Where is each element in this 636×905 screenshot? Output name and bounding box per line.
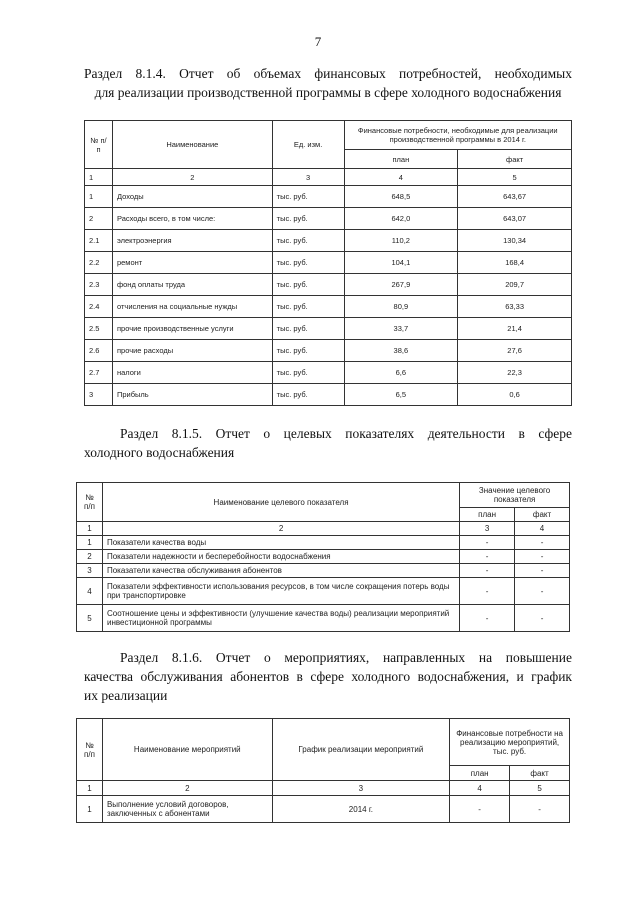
row-unit: тыс. руб.	[272, 274, 344, 296]
row-fact: -	[515, 605, 570, 632]
row-plan: 648,5	[344, 186, 458, 208]
row-schedule: 2014 г.	[272, 796, 450, 823]
col-number: 1	[85, 169, 113, 186]
header-schedule: График реализации мероприятий	[272, 719, 450, 781]
row-name: Соотношение цены и эффективности (улучшение качества воды) реализации мероприятий инвестиционной программы	[102, 605, 459, 632]
row-fact: 21,4	[458, 318, 572, 340]
row-plan: 38,6	[344, 340, 458, 362]
header-financial-needs: Финансовые потребности на реализацию мероприятий, тыс. руб.	[450, 719, 570, 766]
header-indicator-value: Значение целевого показателя	[460, 483, 570, 508]
row-unit: тыс. руб.	[272, 362, 344, 384]
col-number: 3	[272, 781, 450, 796]
col-number: 3	[460, 522, 515, 536]
col-number: 2	[102, 781, 272, 796]
row-plan: -	[460, 550, 515, 564]
row-fact: -	[515, 578, 570, 605]
column-number-row	[85, 169, 572, 186]
table-row	[85, 230, 572, 252]
header-plan: план	[460, 508, 515, 522]
col-number: 2	[112, 169, 272, 186]
row-num: 2.3	[85, 274, 113, 296]
row-num: 3	[77, 564, 103, 578]
section-8-1-6-heading	[84, 648, 572, 705]
row-num: 4	[77, 578, 103, 605]
table-row	[77, 578, 570, 605]
section-8-1-6-line1: Раздел 8.1.6. Отчет о мероприятиях, направленных на повышение	[120, 650, 572, 665]
row-plan: 6,5	[344, 384, 458, 406]
col-number: 1	[77, 522, 103, 536]
target-indicators-table	[76, 482, 570, 632]
header-fact: факт	[458, 150, 572, 169]
table-row	[85, 186, 572, 208]
header-indicator-name: Наименование целевого показателя	[102, 483, 459, 522]
header-unit: Ед. изм.	[272, 121, 344, 169]
row-num: 2.1	[85, 230, 113, 252]
row-fact: 27,6	[458, 340, 572, 362]
section-8-1-5-heading	[84, 424, 572, 462]
row-plan: -	[460, 578, 515, 605]
section-8-1-5-line2: холодного водоснабжения	[84, 445, 235, 460]
row-plan: -	[460, 536, 515, 550]
row-num: 2	[85, 208, 113, 230]
row-plan: 104,1	[344, 252, 458, 274]
column-number-row	[77, 522, 570, 536]
financial-needs-table	[84, 120, 572, 406]
col-number: 5	[510, 781, 570, 796]
table-row	[85, 252, 572, 274]
row-name: налоги	[112, 362, 272, 384]
row-plan: 6,6	[344, 362, 458, 384]
header-plan: план	[344, 150, 458, 169]
row-fact: 168,4	[458, 252, 572, 274]
header-name: Наименование	[112, 121, 272, 169]
row-unit: тыс. руб.	[272, 186, 344, 208]
row-num: 5	[77, 605, 103, 632]
row-num: 2.6	[85, 340, 113, 362]
col-number: 2	[102, 522, 459, 536]
header-num: № п/п	[77, 719, 103, 781]
row-name: Показатели качества обслуживания абонентов	[102, 564, 459, 578]
row-unit: тыс. руб.	[272, 208, 344, 230]
col-number: 1	[77, 781, 103, 796]
row-plan: 110,2	[344, 230, 458, 252]
row-name: Доходы	[112, 186, 272, 208]
row-fact: 209,7	[458, 274, 572, 296]
row-fact: 130,34	[458, 230, 572, 252]
row-plan: -	[450, 796, 510, 823]
row-name: Прибыль	[112, 384, 272, 406]
row-num: 2.4	[85, 296, 113, 318]
row-num: 3	[85, 384, 113, 406]
row-plan: 642,0	[344, 208, 458, 230]
section-8-1-6-line3: их реализации	[84, 688, 168, 703]
row-fact: -	[515, 536, 570, 550]
row-fact: 63,33	[458, 296, 572, 318]
row-num: 2	[77, 550, 103, 564]
page-number: 7	[314, 34, 322, 49]
table-row	[77, 550, 570, 564]
row-unit: тыс. руб.	[272, 384, 344, 406]
row-name: Выполнение условий договоров, заключенных с абонентами	[102, 796, 272, 823]
row-unit: тыс. руб.	[272, 230, 344, 252]
table-row	[85, 296, 572, 318]
header-fact: факт	[510, 766, 570, 781]
row-unit: тыс. руб.	[272, 340, 344, 362]
table-row	[85, 384, 572, 406]
row-num: 1	[77, 796, 103, 823]
row-fact: -	[515, 564, 570, 578]
row-plan: -	[460, 605, 515, 632]
table-row	[85, 208, 572, 230]
row-num: 2.5	[85, 318, 113, 340]
col-number: 4	[515, 522, 570, 536]
header-fact: факт	[515, 508, 570, 522]
header-num: № п/п	[85, 121, 113, 169]
col-number: 4	[344, 169, 458, 186]
table-row	[85, 318, 572, 340]
section-8-1-4-line1: Раздел 8.1.4. Отчет об объемах финансовых потребностей, необходимых	[84, 66, 572, 81]
row-name: Показатели эффективности использования ресурсов, в том числе сокращения потерь воды при транспортировке	[102, 578, 459, 605]
table-row	[77, 796, 570, 823]
row-name: электроэнергия	[112, 230, 272, 252]
row-name: Показатели качества воды	[102, 536, 459, 550]
table-row	[77, 564, 570, 578]
row-plan: 80,9	[344, 296, 458, 318]
row-plan: -	[460, 564, 515, 578]
row-fact: 643,67	[458, 186, 572, 208]
section-8-1-4-heading	[84, 64, 572, 102]
table-row	[77, 605, 570, 632]
row-name: прочие производственные услуги	[112, 318, 272, 340]
table-row	[77, 536, 570, 550]
header-financial-needs: Финансовые потребности, необходимые для реализации производственной программы в 2014 г.	[344, 121, 572, 150]
table-row	[85, 362, 572, 384]
column-number-row	[77, 781, 570, 796]
row-name: отчисления на социальные нужды	[112, 296, 272, 318]
row-name: Показатели надежности и бесперебойности водоснабжения	[102, 550, 459, 564]
row-num: 2.2	[85, 252, 113, 274]
row-unit: тыс. руб.	[272, 252, 344, 274]
row-num: 2.7	[85, 362, 113, 384]
service-measures-table	[76, 718, 570, 823]
row-name: ремонт	[112, 252, 272, 274]
row-plan: 267,9	[344, 274, 458, 296]
row-unit: тыс. руб.	[272, 318, 344, 340]
table-row	[85, 274, 572, 296]
section-8-1-5-line1: Раздел 8.1.5. Отчет о целевых показателях деятельности в сфере	[120, 426, 572, 441]
row-fact: 0,6	[458, 384, 572, 406]
col-number: 4	[450, 781, 510, 796]
section-8-1-6-line2: качества обслуживания абонентов в сфере холодного водоснабжения, и график	[84, 669, 572, 684]
row-unit: тыс. руб.	[272, 296, 344, 318]
row-fact: 22,3	[458, 362, 572, 384]
row-num: 1	[77, 536, 103, 550]
row-fact: -	[515, 550, 570, 564]
col-number: 5	[458, 169, 572, 186]
section-8-1-4-line2: для реализации производственной программы в сфере холодного водоснабжения	[94, 85, 562, 100]
header-measure-name: Наименование мероприятий	[102, 719, 272, 781]
header-plan: план	[450, 766, 510, 781]
header-num: № п/п	[77, 483, 103, 522]
col-number: 3	[272, 169, 344, 186]
row-plan: 33,7	[344, 318, 458, 340]
table-row	[85, 340, 572, 362]
row-name: прочие расходы	[112, 340, 272, 362]
row-name: фонд оплаты труда	[112, 274, 272, 296]
row-num: 1	[85, 186, 113, 208]
row-fact: -	[510, 796, 570, 823]
row-fact: 643,07	[458, 208, 572, 230]
row-name: Расходы всего, в том числе:	[112, 208, 272, 230]
